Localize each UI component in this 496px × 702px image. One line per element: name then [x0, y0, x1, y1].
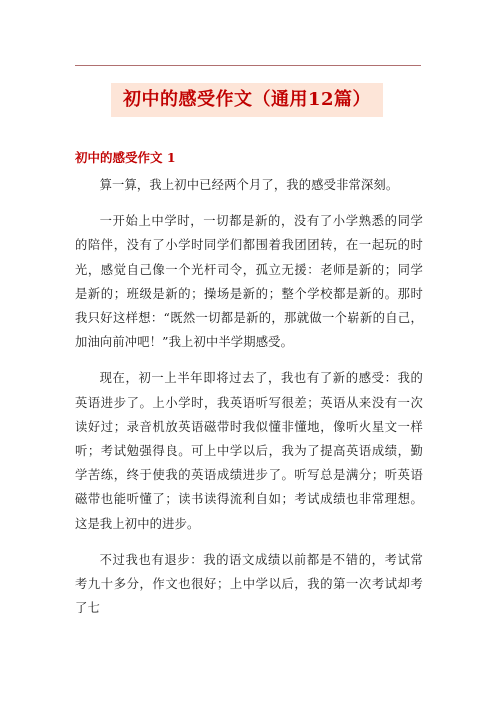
paragraph-2: 一开始上中学时，一切都是新的，没有了小学熟悉的同学的陪伴，没有了小学时同学们都围着我团团转，在一起玩的时光，感觉自己像一个光杆司令，孤立无援：老师是新的；同学是新的；班级是新的；操场是新的；整个学校都是新的。那时我只好这样想：“既然一切都是新的，那就做一个崭新的自己，加油向前冲吧！”我上初中半学期感受。 [75, 214, 423, 350]
paragraph-3: 现在，初一上半年即将过去了，我也有了新的感受：我的英语进步了。上小学时，我英语听写很差；英语从来没有一次读好过；录音机放英语磁带时我似懂非懂地，像听火星文一样听；考试勉强得良。可上中学以后，我为了提高英语成绩，勤学苦练，终于使我的英语成绩进步了。听写总是满分；听英语磁带也能听懂了；读书读得流利自如；考试成绩也非常理想。这是我上初中的进步。 [75, 371, 423, 531]
section-heading: 初中的感受作文 1 [75, 150, 176, 165]
paragraph-4: 不过我也有退步：我的语文成绩以前都是不错的，考试常考九十多分，作文也很好；上中学以后，我的第一次考试却考了七 [75, 552, 423, 616]
document-title: 初中的感受作文（通用12篇） [111, 83, 383, 117]
header-divider [75, 65, 421, 66]
essay-body [75, 173, 423, 632]
paragraph-1: 算一算，我上初中已经两个月了，我的感受非常深刻。 [99, 178, 399, 192]
